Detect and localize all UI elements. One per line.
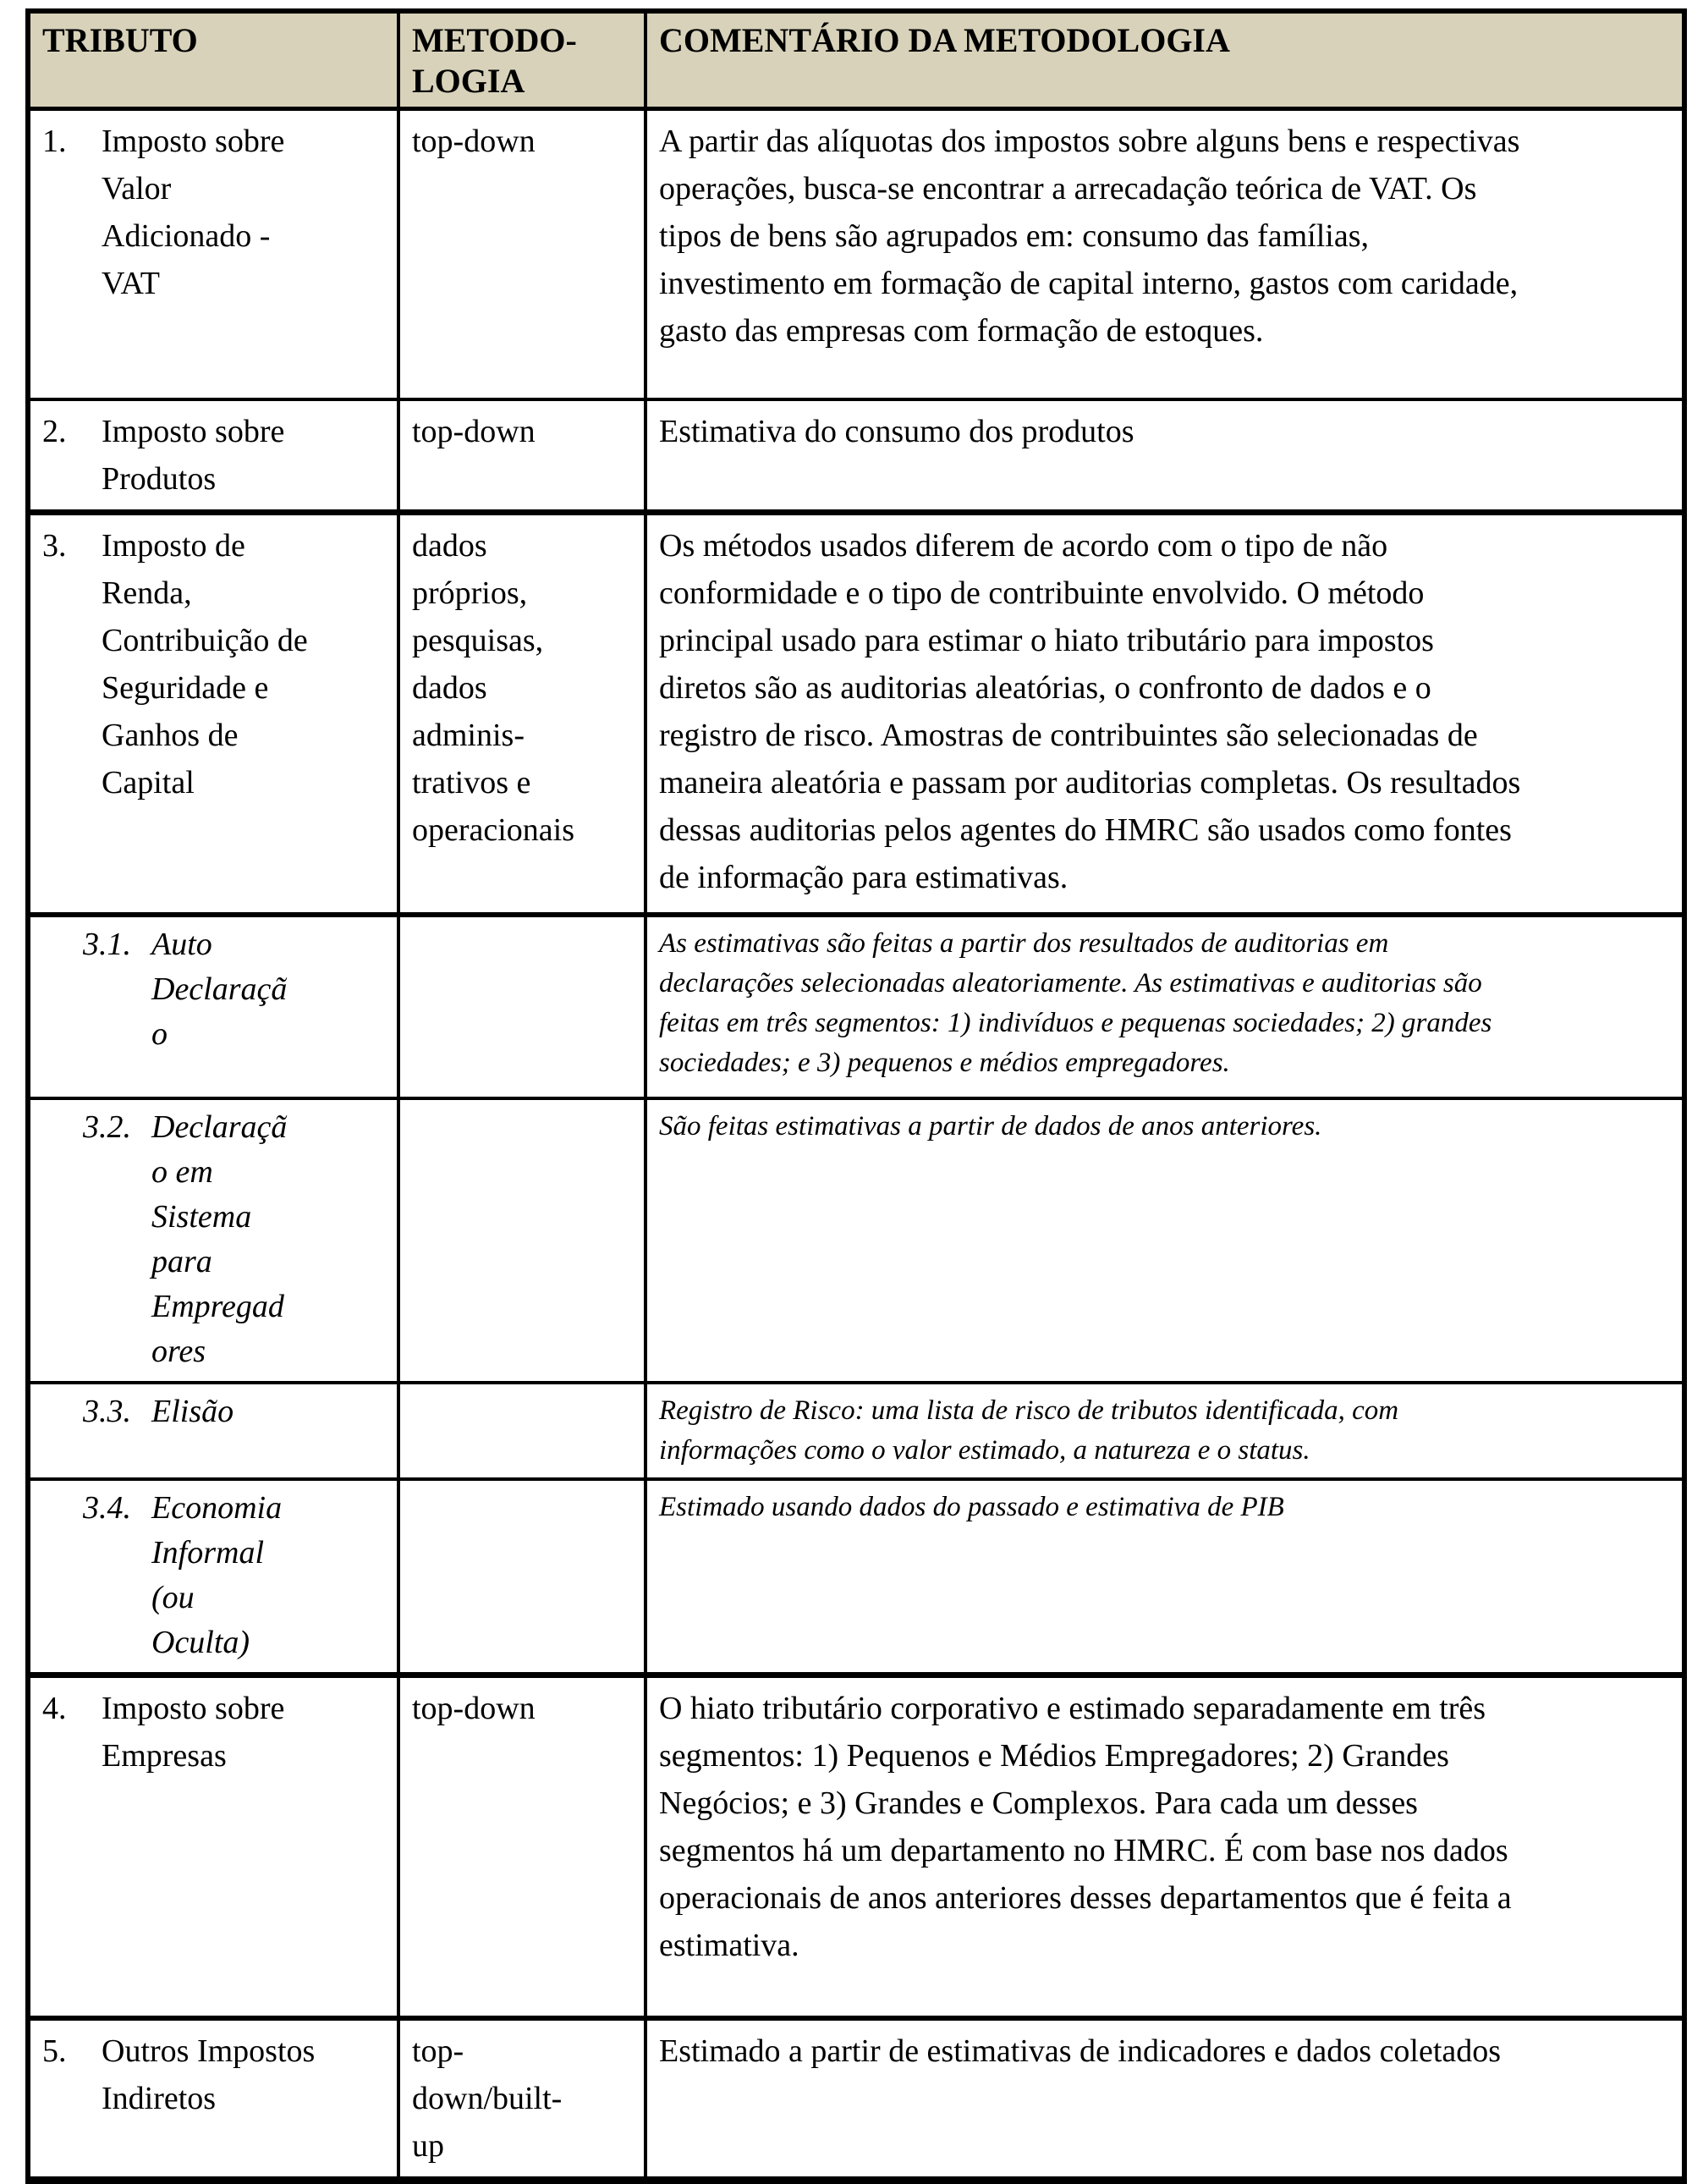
comentario-cell: Estimado usando dados do passado e estimativa de PIB [645,1479,1684,1675]
table-body [28,109,1684,2181]
row-number: 3.3. [83,1394,131,1429]
tributo-label: Elisão [151,1394,234,1429]
table-row [28,915,1684,1098]
metodologia-cell: top-down/built-up [398,2018,645,2181]
comentario-cell: Estimativa do consumo dos produtos [645,399,1684,513]
table-row [28,512,1684,915]
comentario-cell: O hiato tributário corporativo e estimado separadamente em três segmentos: 1) Pequenos e Médios Empregadores; 2) Grandes Negócios; e 3) Grandes e Complexos. Para cada um desses segmentos há um departamento no HMRC. É com base nos dados operacionais de anos anteriores desses departamentos que é feita a estimativa. [645,1675,1684,2018]
methodology-table [25,8,1687,2184]
table-row [28,1675,1684,2018]
metodologia-cell [398,915,645,1098]
tributo-label: Imposto sobre Valor Adicionado - VAT [102,124,285,301]
table-row [28,1098,1684,1383]
tributo-cell [28,399,398,513]
metodologia-cell: top-down [398,109,645,399]
tributo-cell [28,915,398,1098]
tributo-label: Auto Declaração [151,927,288,1052]
row-number: 4. [42,1691,67,1726]
row-number: 3. [42,527,67,564]
comentario-cell: A partir das alíquotas dos impostos sobre alguns bens e respectivas operações, busca-se encontrar a arrecadação teórica de VAT. Os tipos de bens são agrupados em: consumo das famílias, investimento em formação de capital interno, gastos com caridade, gasto das empresas com formação de estoques. [645,109,1684,399]
tributo-cell [28,2018,398,2181]
comentario-cell: São feitas estimativas a partir de dados de anos anteriores. [645,1098,1684,1383]
table-row [28,2018,1684,2181]
table-row [28,1479,1684,1675]
tributo-cell [28,1479,398,1675]
column-header-tributo: TRIBUTO [28,11,398,109]
metodologia-cell: top-down [398,399,645,513]
comentario-cell: Os métodos usados diferem de acordo com o tipo de não conformidade e o tipo de contribuinte envolvido. O método principal usado para estimar o hiato tributário para impostos diretos são as auditorias aleatórias, o confronto de dados e o registro de risco. Amostras de contribuintes são selecionadas de maneira aleatória e passam por auditorias completas. Os resultados dessas auditorias pelos agentes do HMRC são usados como fontes de informação para estimativas. [645,512,1684,915]
tributo-label: Declaração em Sistema para Empregadores [151,1109,288,1369]
metodologia-cell: top-down [398,1675,645,2018]
metodologia-cell [398,1383,645,1479]
tributo-cell [28,1383,398,1479]
comentario-cell: Registro de Risco: uma lista de risco de tributos identificada, com informações como o valor estimado, a natureza e o status. [645,1383,1684,1479]
comentario-cell: As estimativas são feitas a partir dos resultados de auditorias em declarações selecionadas aleatoriamente. As estimativas e auditorias são feitas em três segmentos: 1) indivíduos e pequenas sociedades; 2) grandes sociedades; e 3) pequenos e médios empregadores. [645,915,1684,1098]
row-number: 3.1. [83,927,131,962]
row-number: 3.2. [83,1109,131,1145]
metodologia-cell [398,1098,645,1383]
tributo-label: Imposto de Renda, Contribuição de Seguridade e Ganhos de Capital [102,527,308,800]
tributo-cell [28,1675,398,2018]
table-row [28,1383,1684,1479]
table-header [28,11,1684,109]
tributo-cell [28,1098,398,1383]
row-number: 1. [42,124,67,159]
metodologia-cell [398,1479,645,1675]
tributo-cell [28,109,398,399]
row-number: 3.4. [83,1490,131,1526]
row-number: 2. [42,413,67,449]
tributo-cell [28,512,398,915]
table-row [28,399,1684,513]
comentario-cell: Estimado a partir de estimativas de indicadores e dados coletados [645,2018,1684,2181]
row-number: 5. [42,2033,67,2069]
tributo-label: Outros Impostos Indiretos [102,2033,316,2116]
header-row [28,11,1684,109]
table-row [28,109,1684,399]
tributo-label: Imposto sobre Empresas [102,1691,285,1774]
metodologia-cell: dados próprios, pesquisas, dados adminis-trativos e operacionais [398,512,645,915]
column-header-comentario: COMENTÁRIO DA METODOLOGIA [645,11,1684,109]
column-header-metodologia: METODO-LOGIA [398,11,645,109]
tributo-label: Economia Informal (ou Oculta) [151,1490,283,1660]
tributo-label: Imposto sobre Produtos [102,413,285,497]
